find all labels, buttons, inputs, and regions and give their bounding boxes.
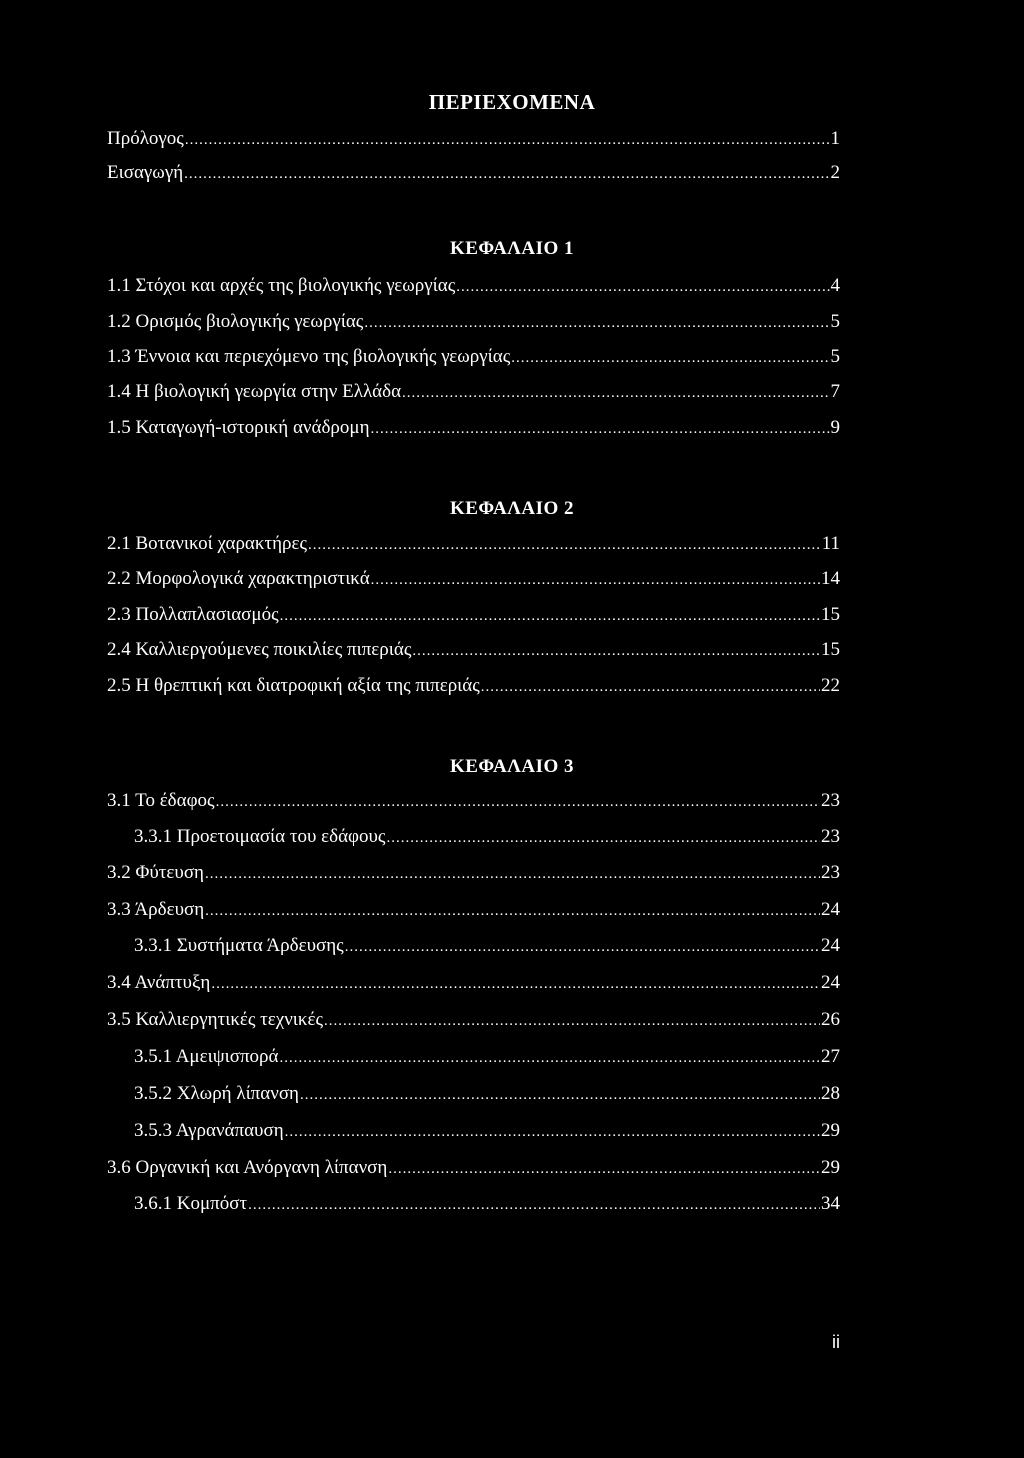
toc-entry-page: 29 — [821, 1120, 840, 1141]
toc-entry — [107, 275, 840, 303]
toc-entry-title: 2.4 Καλλιεργούμενες ποικιλίες πιπεριάς — [107, 639, 412, 660]
dot-leader — [371, 572, 820, 589]
toc-entry-title: 3.3.1 Συστήματα Άρδευσης — [134, 935, 344, 956]
toc-entry — [134, 1120, 840, 1148]
dot-leader — [412, 643, 820, 660]
toc-entry-page: 4 — [830, 275, 840, 296]
toc-entry — [107, 675, 840, 703]
toc-entry — [134, 935, 840, 963]
dot-leader — [285, 1124, 820, 1141]
toc-entry — [107, 533, 840, 561]
dot-leader — [280, 608, 820, 625]
toc-entry-title: 2.3 Πολλαπλασιασμός — [107, 604, 279, 625]
toc-entry-title: 3.3 Άρδευση — [107, 899, 205, 920]
toc-entry — [107, 862, 840, 890]
toc-entry — [134, 1083, 840, 1111]
toc-entry-page: 15 — [821, 604, 840, 625]
toc-entry — [107, 972, 840, 1000]
toc-entry — [107, 1009, 840, 1037]
toc-entry — [107, 790, 840, 818]
toc-entry — [107, 346, 840, 374]
toc-entry-title: 3.2 Φύτευση — [107, 862, 204, 883]
dot-leader — [205, 903, 820, 920]
toc-entry-title: 1.3 Έννοια και περιεχόμενο της βιολογικής γεωργίας — [107, 346, 511, 367]
toc-entry-page: 34 — [821, 1193, 840, 1214]
toc-entry-page: 29 — [821, 1157, 840, 1178]
dot-leader — [308, 537, 821, 554]
toc-entry — [107, 568, 840, 596]
toc-entry-page: 26 — [821, 1009, 840, 1030]
toc-entry-page: 23 — [821, 826, 840, 847]
dot-leader — [481, 679, 820, 696]
toc-entry-title: 2.2 Μορφολογικά χαρακτηριστικά — [107, 568, 370, 589]
dot-leader — [456, 279, 829, 296]
dot-leader — [185, 132, 830, 149]
dot-leader — [279, 1050, 820, 1067]
dot-leader — [386, 830, 820, 847]
toc-entry-page: 15 — [821, 639, 840, 660]
toc-entry-page: 11 — [821, 533, 840, 554]
toc-entry-introduction — [107, 162, 840, 190]
toc-entry-page: 24 — [821, 972, 840, 993]
toc-entry-title: 3.5.3 Αγρανάπαυση — [134, 1120, 284, 1141]
toc-entry-title: 3.5 Καλλιεργητικές τεχνικές — [107, 1009, 323, 1030]
dot-leader — [205, 866, 820, 883]
dot-leader — [211, 976, 820, 993]
dot-leader — [388, 1161, 820, 1178]
toc-entry-page: 2 — [830, 162, 840, 183]
page-title: ΠΕΡΙΕΧΟΜΕΝΑ — [428, 90, 596, 114]
toc-entry-title: 3.3.1 Προετοιμασία του εδάφους — [134, 826, 386, 847]
dot-leader — [248, 1197, 820, 1214]
toc-entry-page: 27 — [821, 1046, 840, 1067]
dot-leader — [300, 1087, 820, 1104]
toc-entry-prologue — [107, 128, 840, 156]
toc-entry-title: Εισαγωγή — [107, 162, 184, 183]
toc-entry-page: 24 — [821, 899, 840, 920]
toc-entry-title: Πρόλογος — [107, 128, 184, 149]
dot-leader — [216, 794, 820, 811]
toc-entry-title: 3.6.1 Κομπόστ — [134, 1193, 248, 1214]
toc-entry-page: 9 — [830, 417, 840, 438]
toc-entry-title: 3.5.1 Αμειψισπορά — [134, 1046, 279, 1067]
toc-entry-page: 7 — [830, 381, 840, 402]
toc-entry-title: 1.2 Ορισμός βιολογικής γεωργίας — [107, 311, 364, 332]
toc-entry — [107, 1157, 840, 1185]
toc-entry-title: 2.5 Η θρεπτική και διατροφική αξία της πιπεριάς — [107, 675, 480, 696]
toc-entry-title: 3.4 Ανάπτυξη — [107, 972, 211, 993]
dot-leader — [345, 939, 820, 956]
toc-entry — [107, 604, 840, 632]
toc-entry — [107, 899, 840, 927]
dot-leader — [364, 315, 829, 332]
toc-entry-page: 14 — [821, 568, 840, 589]
toc-entry-title: 3.1 Το έδαφος — [107, 790, 215, 811]
toc-entry-title: 1.5 Καταγωγή-ιστορική ανάδρομη — [107, 417, 370, 438]
chapter-heading: ΚΕΦΑΛΑΙΟ 3 — [449, 756, 575, 777]
dot-leader — [511, 350, 829, 367]
toc-entry-title: 1.1 Στόχοι και αρχές της βιολογικής γεωργίας — [107, 275, 456, 296]
toc-entry-page: 24 — [821, 935, 840, 956]
toc-entry — [107, 639, 840, 667]
dot-leader — [371, 421, 830, 438]
toc-entry-page: 5 — [830, 311, 840, 332]
dot-leader — [184, 166, 829, 183]
toc-entry — [134, 1193, 840, 1221]
chapter-heading: ΚΕΦΑΛΑΙΟ 2 — [449, 498, 575, 519]
toc-entry-page: 28 — [821, 1083, 840, 1104]
toc-entry — [107, 311, 840, 339]
toc-entry-page: 5 — [830, 346, 840, 367]
toc-entry-title: 2.1 Βοτανικοί χαρακτήρες — [107, 533, 308, 554]
dot-leader — [402, 385, 829, 402]
toc-entry-page: 22 — [821, 675, 840, 696]
chapter-heading: ΚΕΦΑΛΑΙΟ 1 — [449, 238, 575, 259]
toc-entry — [134, 826, 840, 854]
page-number: ii — [832, 1332, 840, 1352]
toc-entry — [107, 417, 840, 445]
toc-entry-page: 23 — [821, 862, 840, 883]
toc-entry-title: 3.5.2 Χλωρή λίπανση — [134, 1083, 299, 1104]
toc-entry-title: 3.6 Οργανική και Ανόργανη λίπανση — [107, 1157, 388, 1178]
dot-leader — [324, 1013, 820, 1030]
toc-entry — [134, 1046, 840, 1074]
toc-entry-page: 1 — [830, 128, 840, 149]
toc-entry-title: 1.4 Η βιολογική γεωργία στην Ελλάδα — [107, 381, 402, 402]
toc-entry-page: 23 — [821, 790, 840, 811]
toc-entry — [107, 381, 840, 409]
